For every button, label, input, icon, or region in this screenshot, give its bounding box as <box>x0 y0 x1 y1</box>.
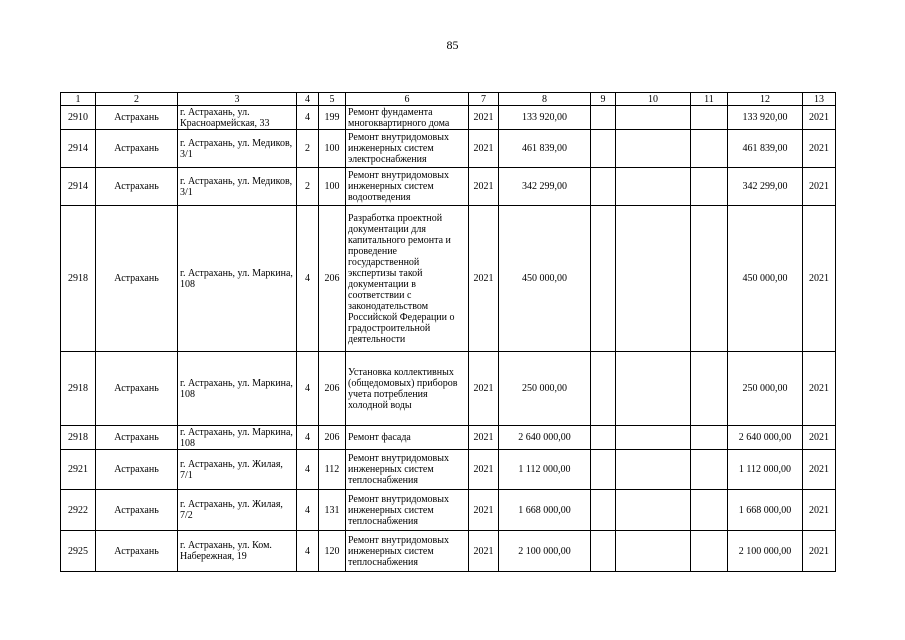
cell-cost: 2 640 000,00 <box>499 426 591 450</box>
cell-year: 2021 <box>469 490 499 531</box>
cell-work-type: Установка коллективных (общедомовых) приборов учета потребления холодной воды <box>346 352 469 426</box>
cell-floors: 4 <box>297 426 319 450</box>
cell-apartments: 112 <box>319 450 346 490</box>
cell-col11 <box>691 426 728 450</box>
cell-cost: 461 839,00 <box>499 130 591 168</box>
cell-year-end: 2021 <box>803 490 836 531</box>
cell-id: 2921 <box>61 450 96 490</box>
table-row <box>61 426 836 450</box>
column-header: 10 <box>616 93 691 106</box>
column-header: 6 <box>346 93 469 106</box>
column-header: 4 <box>297 93 319 106</box>
cell-cost: 342 299,00 <box>499 168 591 206</box>
cell-col10 <box>616 106 691 130</box>
cell-col10 <box>616 450 691 490</box>
cell-cost: 450 000,00 <box>499 206 591 352</box>
cell-cost: 2 100 000,00 <box>499 531 591 572</box>
cell-municipality: Астрахань <box>96 426 178 450</box>
cell-col9 <box>591 168 616 206</box>
table-row <box>61 490 836 531</box>
cell-col11 <box>691 490 728 531</box>
cell-apartments: 100 <box>319 130 346 168</box>
cell-total: 2 100 000,00 <box>728 531 803 572</box>
cell-floors: 4 <box>297 450 319 490</box>
cell-floors: 4 <box>297 531 319 572</box>
cell-col9 <box>591 490 616 531</box>
cell-address: г. Астрахань, ул. Ком. Набережная, 19 <box>178 531 297 572</box>
cell-col11 <box>691 168 728 206</box>
cell-year-end: 2021 <box>803 206 836 352</box>
cell-address: г. Астрахань, ул. Маркина, 108 <box>178 206 297 352</box>
cell-total: 2 640 000,00 <box>728 426 803 450</box>
cell-floors: 2 <box>297 130 319 168</box>
cell-col10 <box>616 490 691 531</box>
cell-year-end: 2021 <box>803 531 836 572</box>
cell-id: 2910 <box>61 106 96 130</box>
cell-year: 2021 <box>469 130 499 168</box>
cell-address: г. Астрахань, ул. Красноармейская, 33 <box>178 106 297 130</box>
cell-id: 2918 <box>61 206 96 352</box>
cell-year: 2021 <box>469 426 499 450</box>
cell-work-type: Разработка проектной документации для капитального ремонта и проведение государственной экспертизы такой документации в соответствии с законодательством Российской Федерации о градостроительной деятельности <box>346 206 469 352</box>
cell-work-type: Ремонт фасада <box>346 426 469 450</box>
cell-total: 342 299,00 <box>728 168 803 206</box>
column-header: 11 <box>691 93 728 106</box>
cell-year: 2021 <box>469 206 499 352</box>
cell-year-end: 2021 <box>803 106 836 130</box>
cell-col9 <box>591 130 616 168</box>
cell-col11 <box>691 130 728 168</box>
cell-municipality: Астрахань <box>96 531 178 572</box>
cell-year: 2021 <box>469 168 499 206</box>
cell-floors: 4 <box>297 206 319 352</box>
table-row <box>61 130 836 168</box>
table-body <box>61 93 836 572</box>
cell-col9 <box>591 426 616 450</box>
column-header: 8 <box>499 93 591 106</box>
cell-municipality: Астрахань <box>96 206 178 352</box>
cell-cost: 1 112 000,00 <box>499 450 591 490</box>
cell-work-type: Ремонт внутридомовых инженерных систем теплоснабжения <box>346 490 469 531</box>
page-number: 85 <box>446 38 459 52</box>
cell-id: 2918 <box>61 426 96 450</box>
cell-col10 <box>616 352 691 426</box>
cell-work-type: Ремонт фундамента многоквартирного дома <box>346 106 469 130</box>
table-row <box>61 168 836 206</box>
cell-address: г. Астрахань, ул. Медиков, 3/1 <box>178 168 297 206</box>
cell-col9 <box>591 450 616 490</box>
cell-municipality: Астрахань <box>96 130 178 168</box>
cell-id: 2918 <box>61 352 96 426</box>
cell-col10 <box>616 206 691 352</box>
cell-year: 2021 <box>469 531 499 572</box>
cell-col9 <box>591 206 616 352</box>
cell-apartments: 120 <box>319 531 346 572</box>
cell-apartments: 100 <box>319 168 346 206</box>
cell-col9 <box>591 106 616 130</box>
cell-municipality: Астрахань <box>96 490 178 531</box>
cell-year-end: 2021 <box>803 130 836 168</box>
cell-floors: 4 <box>297 106 319 130</box>
cell-year-end: 2021 <box>803 352 836 426</box>
table-row <box>61 531 836 572</box>
column-header: 3 <box>178 93 297 106</box>
cell-apartments: 206 <box>319 352 346 426</box>
cell-address: г. Астрахань, ул. Жилая, 7/1 <box>178 450 297 490</box>
cell-year-end: 2021 <box>803 450 836 490</box>
column-header: 2 <box>96 93 178 106</box>
cell-year: 2021 <box>469 352 499 426</box>
cell-address: г. Астрахань, ул. Медиков, 3/1 <box>178 130 297 168</box>
column-header: 5 <box>319 93 346 106</box>
cell-col10 <box>616 426 691 450</box>
cell-work-type: Ремонт внутридомовых инженерных систем водоотведения <box>346 168 469 206</box>
cell-cost: 1 668 000,00 <box>499 490 591 531</box>
cell-col11 <box>691 106 728 130</box>
cell-col10 <box>616 531 691 572</box>
cell-col9 <box>591 352 616 426</box>
cell-address: г. Астрахань, ул. Жилая, 7/2 <box>178 490 297 531</box>
cell-cost: 133 920,00 <box>499 106 591 130</box>
cell-col11 <box>691 531 728 572</box>
capital-repair-table <box>60 92 836 572</box>
column-header: 13 <box>803 93 836 106</box>
cell-municipality: Астрахань <box>96 450 178 490</box>
cell-total: 133 920,00 <box>728 106 803 130</box>
cell-total: 450 000,00 <box>728 206 803 352</box>
cell-col11 <box>691 450 728 490</box>
cell-year: 2021 <box>469 450 499 490</box>
table-row <box>61 450 836 490</box>
cell-col9 <box>591 531 616 572</box>
cell-id: 2925 <box>61 531 96 572</box>
cell-work-type: Ремонт внутридомовых инженерных систем теплоснабжения <box>346 450 469 490</box>
cell-total: 1 112 000,00 <box>728 450 803 490</box>
cell-total: 1 668 000,00 <box>728 490 803 531</box>
cell-floors: 4 <box>297 490 319 531</box>
column-header: 9 <box>591 93 616 106</box>
header-row <box>61 93 836 106</box>
cell-work-type: Ремонт внутридомовых инженерных систем электроснабжения <box>346 130 469 168</box>
table-row <box>61 106 836 130</box>
cell-id: 2914 <box>61 168 96 206</box>
cell-floors: 4 <box>297 352 319 426</box>
cell-total: 250 000,00 <box>728 352 803 426</box>
cell-col11 <box>691 352 728 426</box>
cell-year-end: 2021 <box>803 168 836 206</box>
cell-col11 <box>691 206 728 352</box>
cell-id: 2922 <box>61 490 96 531</box>
cell-apartments: 131 <box>319 490 346 531</box>
cell-apartments: 206 <box>319 426 346 450</box>
column-header: 12 <box>728 93 803 106</box>
cell-year: 2021 <box>469 106 499 130</box>
cell-cost: 250 000,00 <box>499 352 591 426</box>
cell-year-end: 2021 <box>803 426 836 450</box>
column-header: 1 <box>61 93 96 106</box>
table-row <box>61 352 836 426</box>
cell-id: 2914 <box>61 130 96 168</box>
cell-address: г. Астрахань, ул. Маркина, 108 <box>178 352 297 426</box>
cell-col10 <box>616 168 691 206</box>
cell-work-type: Ремонт внутридомовых инженерных систем теплоснабжения <box>346 531 469 572</box>
cell-municipality: Астрахань <box>96 168 178 206</box>
table-row <box>61 206 836 352</box>
cell-total: 461 839,00 <box>728 130 803 168</box>
cell-municipality: Астрахань <box>96 106 178 130</box>
column-header: 7 <box>469 93 499 106</box>
cell-col10 <box>616 130 691 168</box>
cell-apartments: 199 <box>319 106 346 130</box>
cell-municipality: Астрахань <box>96 352 178 426</box>
cell-apartments: 206 <box>319 206 346 352</box>
cell-floors: 2 <box>297 168 319 206</box>
cell-address: г. Астрахань, ул. Маркина, 108 <box>178 426 297 450</box>
